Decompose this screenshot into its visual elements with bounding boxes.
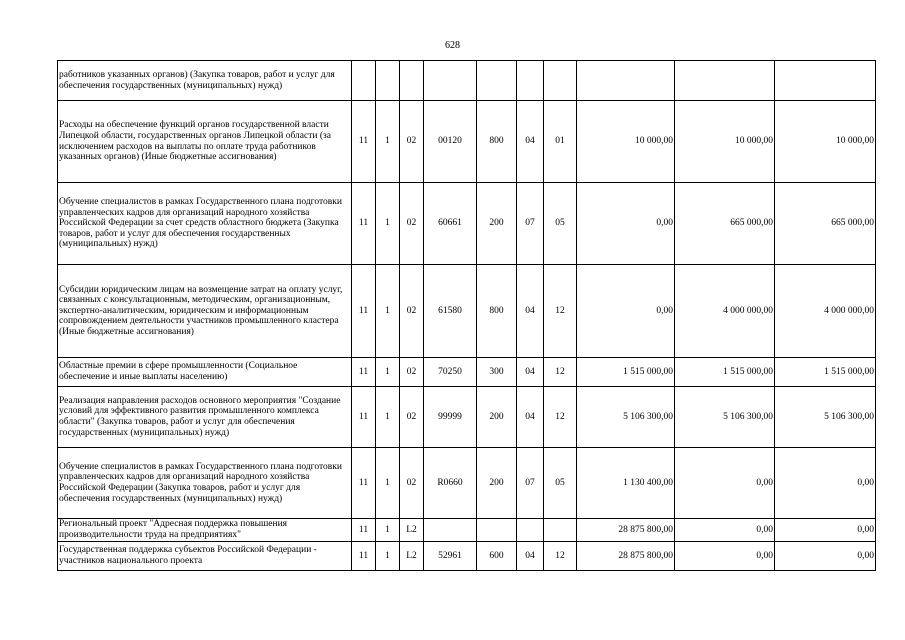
code-cell: 200: [477, 448, 517, 519]
code-cell: 600: [477, 542, 517, 571]
code-cell: 02: [400, 265, 424, 358]
code-cell: 1: [376, 519, 400, 542]
table-row: [58, 448, 876, 519]
amount-cell: 1 130 400,00: [577, 448, 675, 519]
code-cell: 12: [544, 387, 577, 448]
amount-cell: [675, 61, 775, 101]
amount-cell: 0,00: [577, 183, 675, 265]
amount-cell: [775, 61, 876, 101]
row-description: Обучение специалистов в рамках Государственного плана подготовки управленческих кадров для организаций народного хозяйства Российской Федерации (Закупка товаров, работ и услуг для обеспечения государственных (муниципальных) нужд): [58, 448, 352, 519]
code-cell: 61580: [424, 265, 477, 358]
amount-cell: 0,00: [675, 448, 775, 519]
code-cell: 1: [376, 358, 400, 387]
code-cell: [424, 519, 477, 542]
table-row: [58, 183, 876, 265]
amount-cell: 0,00: [775, 519, 876, 542]
amount-cell: 0,00: [775, 448, 876, 519]
code-cell: [517, 519, 544, 542]
amount-cell: 10 000,00: [775, 101, 876, 183]
code-cell: 12: [544, 542, 577, 571]
amount-cell: 28 875 800,00: [577, 519, 675, 542]
code-cell: 02: [400, 183, 424, 265]
code-cell: 12: [544, 358, 577, 387]
row-description: работников указанных органов) (Закупка товаров, работ и услуг для обеспечения государственных (муниципальных) нужд): [58, 61, 352, 101]
amount-cell: 28 875 800,00: [577, 542, 675, 571]
amount-cell: 5 106 300,00: [775, 387, 876, 448]
amount-cell: 5 106 300,00: [675, 387, 775, 448]
code-cell: [544, 61, 577, 101]
amount-cell: 5 106 300,00: [577, 387, 675, 448]
code-cell: 11: [352, 183, 376, 265]
table-row: [58, 265, 876, 358]
budget-table: [57, 60, 876, 571]
code-cell: R0660: [424, 448, 477, 519]
amount-cell: 0,00: [577, 265, 675, 358]
code-cell: 11: [352, 519, 376, 542]
row-description: Расходы на обеспечение функций органов государственной власти Липецкой области, государственных органов Липецкой области (за исключением расходов на выплаты по оплате труда работников указанных органов) (Иные бюджетные ассигнования): [58, 101, 352, 183]
code-cell: 04: [517, 387, 544, 448]
code-cell: 1: [376, 101, 400, 183]
code-cell: 99999: [424, 387, 477, 448]
code-cell: 52961: [424, 542, 477, 571]
row-description: Государственная поддержка субъектов Российской Федерации - участников национального проекта: [58, 542, 352, 571]
code-cell: [477, 61, 517, 101]
code-cell: 11: [352, 101, 376, 183]
table-row: [58, 101, 876, 183]
table-row: [58, 387, 876, 448]
amount-cell: 0,00: [675, 519, 775, 542]
code-cell: 12: [544, 265, 577, 358]
code-cell: 05: [544, 183, 577, 265]
amount-cell: 665 000,00: [675, 183, 775, 265]
code-cell: 11: [352, 542, 376, 571]
amount-cell: 4 000 000,00: [775, 265, 876, 358]
code-cell: [544, 519, 577, 542]
code-cell: 04: [517, 358, 544, 387]
code-cell: 01: [544, 101, 577, 183]
amount-cell: 665 000,00: [775, 183, 876, 265]
table-row: [58, 358, 876, 387]
code-cell: 1: [376, 265, 400, 358]
code-cell: 60661: [424, 183, 477, 265]
table-row: [58, 519, 876, 542]
code-cell: 1: [376, 387, 400, 448]
code-cell: 02: [400, 101, 424, 183]
amount-cell: [577, 61, 675, 101]
code-cell: 11: [352, 387, 376, 448]
code-cell: [376, 61, 400, 101]
code-cell: 04: [517, 265, 544, 358]
code-cell: L2: [400, 542, 424, 571]
row-description: Субсидии юридическим лицам на возмещение затрат на оплату услуг, связанных с консультационным, методическим, организационным, экспертно-аналитическим, юридическим и информационным сопровождением деятельности участников промышленного кластера (Иные бюджетные ассигнования): [58, 265, 352, 358]
amount-cell: 1 515 000,00: [775, 358, 876, 387]
amount-cell: 4 000 000,00: [675, 265, 775, 358]
code-cell: 11: [352, 448, 376, 519]
code-cell: [352, 61, 376, 101]
code-cell: 800: [477, 265, 517, 358]
code-cell: 02: [400, 358, 424, 387]
page-number: 628: [445, 40, 460, 51]
code-cell: 800: [477, 101, 517, 183]
row-description: Региональный проект "Адресная поддержка повышения производительности труда на предприятиях": [58, 519, 352, 542]
code-cell: 07: [517, 183, 544, 265]
code-cell: 11: [352, 358, 376, 387]
code-cell: 11: [352, 265, 376, 358]
code-cell: 70250: [424, 358, 477, 387]
code-cell: 1: [376, 542, 400, 571]
code-cell: 04: [517, 542, 544, 571]
code-cell: 02: [400, 448, 424, 519]
code-cell: 1: [376, 183, 400, 265]
code-cell: 00120: [424, 101, 477, 183]
code-cell: L2: [400, 519, 424, 542]
code-cell: 1: [376, 448, 400, 519]
amount-cell: 0,00: [675, 542, 775, 571]
amount-cell: 1 515 000,00: [675, 358, 775, 387]
amount-cell: 10 000,00: [577, 101, 675, 183]
amount-cell: 0,00: [775, 542, 876, 571]
table-row: [58, 542, 876, 571]
amount-cell: 1 515 000,00: [577, 358, 675, 387]
code-cell: [424, 61, 477, 101]
row-description: Реализация направления расходов основного мероприятия "Создание условий для эффективного развития промышленного комплекса области" (Закупка товаров, работ и услуг для обеспечения государственных (муниципальных) нужд): [58, 387, 352, 448]
row-description: Областные премии в сфере промышленности (Социальное обеспечение и иные выплаты населению): [58, 358, 352, 387]
code-cell: [477, 519, 517, 542]
code-cell: [400, 61, 424, 101]
code-cell: 05: [544, 448, 577, 519]
code-cell: [517, 61, 544, 101]
code-cell: 04: [517, 101, 544, 183]
row-description: Обучение специалистов в рамках Государственного плана подготовки управленческих кадров для организаций народного хозяйства Российской Федерации за счет средств областного бюджета (Закупка товаров, работ и услуг для обеспечения государственных (муниципальных) нужд): [58, 183, 352, 265]
code-cell: 200: [477, 183, 517, 265]
code-cell: 200: [477, 387, 517, 448]
code-cell: 300: [477, 358, 517, 387]
code-cell: 02: [400, 387, 424, 448]
table-row: [58, 61, 876, 101]
amount-cell: 10 000,00: [675, 101, 775, 183]
code-cell: 07: [517, 448, 544, 519]
